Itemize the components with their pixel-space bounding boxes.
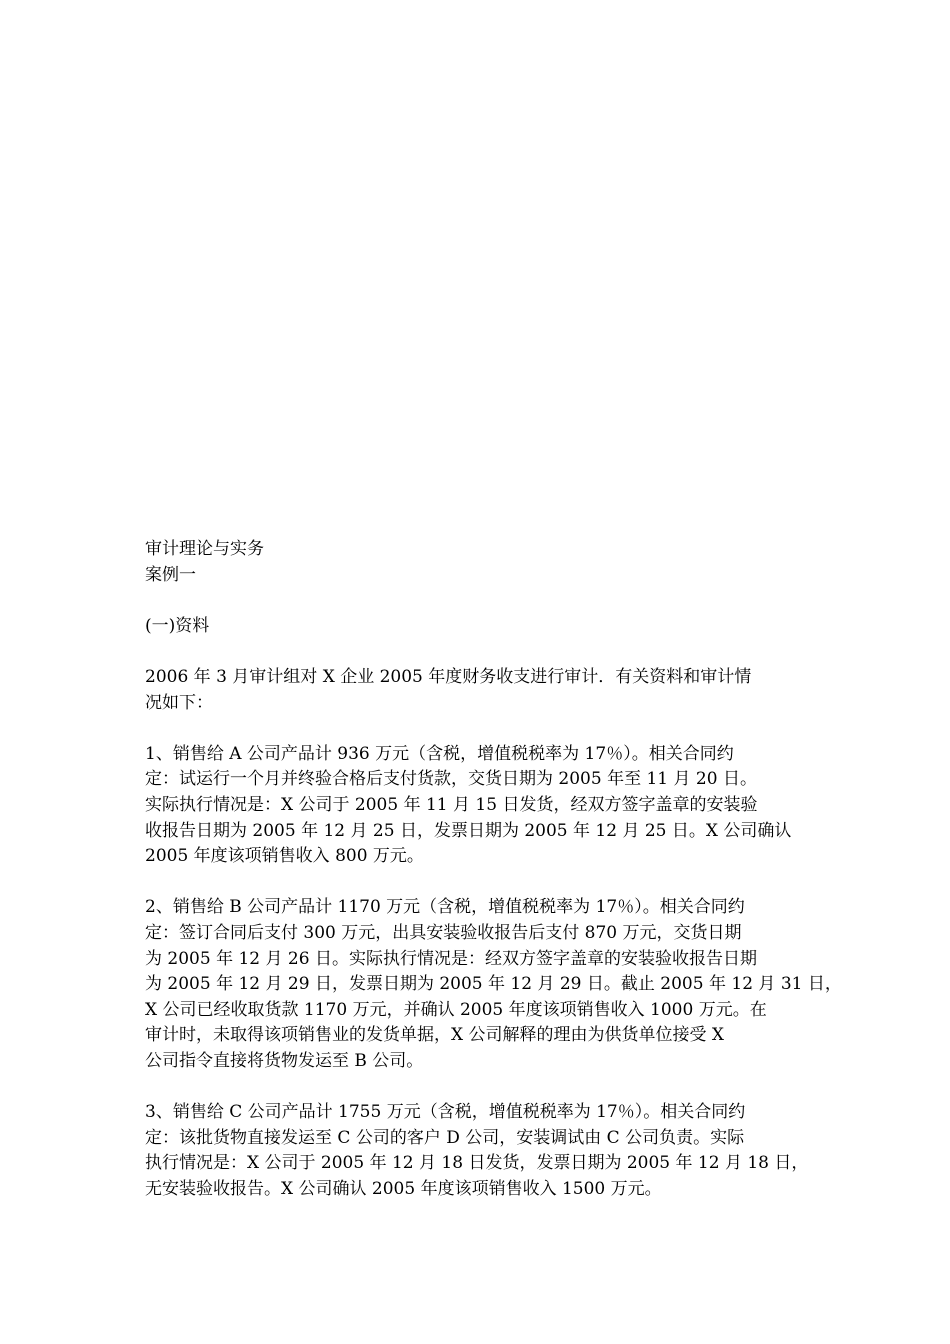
paragraph-line: 为 2005 年 12 月 29 日，发票日期为 2005 年 12 月 29 日。截止 2005 年 12 月 31 日， — [145, 974, 842, 995]
paragraph-line: X 公司已经收取货款 1170 万元，并确认 2005 年度该项销售收入 1000 万元。在 — [145, 999, 767, 1020]
section-heading — [145, 614, 817, 640]
paragraph-item-2 — [145, 895, 842, 1074]
paragraph-line: 3、销售给 C 公司产品计 1755 万元（含税，增值税税率为 17％）。相关合同约 — [145, 1102, 746, 1123]
paragraph-line: 2005 年度该项销售收入 800 万元。 — [145, 846, 424, 867]
paragraph-line: 执行情况是：X 公司于 2005 年 12 月 18 日发货，发票日期为 2005 年 12 月 18 日， — [145, 1153, 809, 1174]
paragraph-line: 定：试运行一个月并终验合格后支付货款，交货日期为 2005 年至 11 月 20 日。 — [145, 769, 757, 790]
paragraph-line: 审计时，未取得该项销售业的发货单据，X 公司解释的理由为供货单位接受 X — [145, 1025, 725, 1046]
paragraph-line: 况如下： — [145, 692, 213, 713]
paragraph-line: 为 2005 年 12 月 26 日。实际执行情况是：经双方签字盖章的安装验收报告日期 — [145, 948, 757, 969]
document-title: 审计理论与实务 — [145, 539, 264, 559]
paragraph-line: 公司指令直接将货物发运至 B 公司。 — [145, 1050, 424, 1071]
section-label: (一)资料 — [145, 615, 210, 636]
paragraph-line: 收报告日期为 2005 年 12 月 25 日，发票日期为 2005 年 12 月 25 日。X 公司确认 — [145, 820, 792, 841]
paragraph-item-3 — [145, 1100, 817, 1202]
paragraph-line: 1、销售给 A 公司产品计 936 万元（含税，增值税税率为 17％）。相关合同约 — [145, 743, 734, 764]
paragraph-line: 定：签订合同后支付 300 万元，出具安装验收报告后支付 870 万元，交货日期 — [145, 922, 742, 943]
paragraph-line: 2、销售给 B 公司产品计 1170 万元（含税，增值税税率为 17％）。相关合同约 — [145, 897, 745, 918]
paragraph-item-1 — [145, 742, 817, 870]
paragraph-line: 实际执行情况是：X 公司于 2005 年 11 月 15 日发货，经双方签字盖章的安装验 — [145, 794, 758, 815]
document-body — [145, 537, 842, 1202]
paragraph-line: 定：该批货物直接发运至 C 公司的客户 D 公司，安装调试由 C 公司负责。实际 — [145, 1127, 745, 1148]
heading-block — [145, 537, 817, 588]
paragraph-line: 无安装验收报告。X 公司确认 2005 年度该项销售收入 1500 万元。 — [145, 1178, 662, 1199]
paragraph-line: 2006 年 3 月审计组对 X 企业 2005 年度财务收支进行审计．有关资料和审计情 — [145, 666, 752, 687]
paragraph-intro — [145, 665, 817, 716]
case-title: 案例一 — [145, 564, 196, 585]
